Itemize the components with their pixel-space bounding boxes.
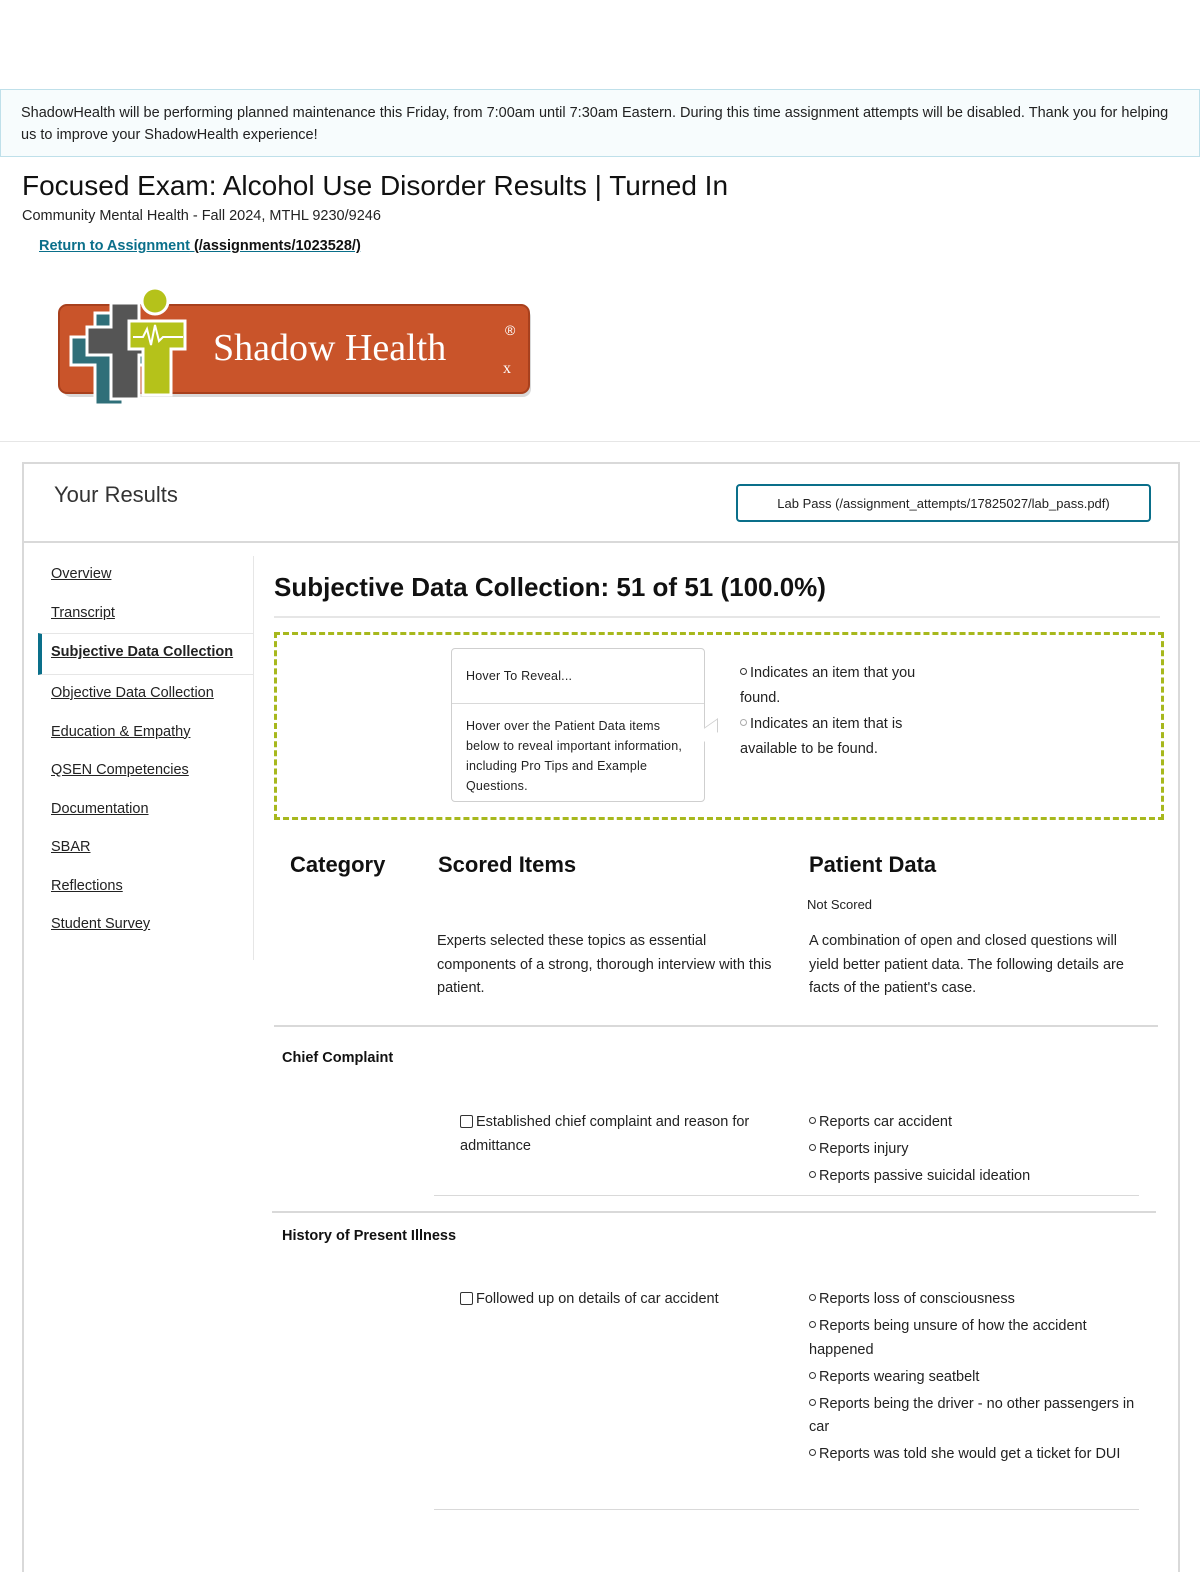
found-dot-icon xyxy=(740,668,747,675)
sidebar-item-subjective-data-collection[interactable]: Subjective Data Collection xyxy=(38,633,253,675)
column-header-patient-data: Patient Data xyxy=(809,852,937,877)
title-divider xyxy=(274,616,1160,618)
legend-found-text: Indicates an item that you found. xyxy=(740,665,916,706)
patient-data-note: Not Scored xyxy=(807,897,873,912)
return-link-path: (/assignments/1023528/) xyxy=(189,238,361,254)
legend-available xyxy=(740,712,940,762)
header-divider xyxy=(0,441,1200,442)
item-divider-hpi xyxy=(434,1509,1139,1510)
available-dot-icon xyxy=(740,719,747,726)
results-header xyxy=(24,464,1178,543)
found-dot-icon xyxy=(809,1294,816,1301)
tooltip-title: Hover To Reveal... xyxy=(452,649,704,704)
scored-item-chief-complaint xyxy=(460,1110,780,1158)
patient-data-text: Reports passive suicidal ideation xyxy=(819,1168,1031,1184)
logo-sub-mark: x xyxy=(503,360,511,377)
sidebar-item-qsen-competencies[interactable]: QSEN Competencies xyxy=(51,762,189,778)
sidebar-item-student-survey[interactable]: Student Survey xyxy=(51,916,151,932)
sidebar-item-reflections[interactable]: Reflections xyxy=(51,877,123,894)
sidebar-item-sbar[interactable]: SBAR xyxy=(51,839,91,855)
patient-data-item[interactable] xyxy=(809,1366,1149,1390)
item-divider-chief-complaint xyxy=(434,1195,1139,1196)
scored-item-history-present-illness xyxy=(460,1287,780,1311)
found-dot-icon xyxy=(809,1449,816,1456)
maintenance-text: ShadowHealth will be performing planned maintenance this Friday, from 7:00am until 7:30am Eastern. During this time assignment attempts will be disabled. Thank you for helping us to improve your ShadowHealth experience! xyxy=(21,105,1169,143)
patient-data-text: Reports wearing seatbelt xyxy=(819,1368,980,1385)
patient-data-description: A combination of open and closed questions will yield better patient data. The following details are facts of the patient's case. xyxy=(809,933,1124,996)
scored-item-text: Established chief complaint and reason for admittance xyxy=(460,1114,750,1154)
found-dot-icon xyxy=(809,1171,816,1178)
page-title: Focused Exam: Alcohol Use Disorder Results | Turned In xyxy=(22,170,729,201)
scored-items-description: Experts selected these topics as essential components of a strong, thorough interview with this patient. xyxy=(437,933,772,996)
patient-data-list-chief-complaint xyxy=(809,1111,1149,1192)
patient-data-item[interactable] xyxy=(809,1393,1149,1440)
found-dot-icon xyxy=(809,1144,816,1151)
legend-found xyxy=(740,661,940,711)
legend-key xyxy=(740,661,940,763)
patient-data-item[interactable] xyxy=(809,1315,1149,1362)
column-header-category: Category xyxy=(290,852,386,877)
logo-text: Shadow Health xyxy=(213,327,447,369)
lab-pass-button[interactable]: Lab Pass (/assignment_attempts/17825027/lab_pass.pdf) xyxy=(736,484,1151,522)
sidebar-item-education-empathy[interactable]: Education & Empathy xyxy=(51,723,191,740)
table-header-divider xyxy=(274,1025,1158,1027)
found-dot-icon xyxy=(809,1372,816,1379)
tooltip-body: Hover over the Patient Data items below to reveal important information, including Pro Tips and Example Questions. xyxy=(466,719,683,793)
sidebar-item-documentation[interactable]: Documentation xyxy=(51,800,149,817)
column-header-scored-items: Scored Items xyxy=(438,852,577,877)
shadow-health-logo xyxy=(55,285,535,415)
results-sidebar xyxy=(38,556,254,960)
patient-data-text: Reports car accident xyxy=(819,1114,952,1130)
checkbox-icon xyxy=(460,1115,473,1128)
patient-data-item[interactable] xyxy=(809,1111,1149,1135)
results-title: Your Results xyxy=(54,482,178,507)
return-to-assignment-link[interactable] xyxy=(39,238,361,254)
patient-data-text: Reports loss of consciousness xyxy=(819,1291,1015,1307)
patient-data-list-history-present-illness xyxy=(809,1288,1149,1470)
patient-data-item[interactable] xyxy=(809,1288,1149,1312)
checkbox-icon xyxy=(460,1292,473,1305)
maintenance-banner xyxy=(0,89,1200,157)
category-chief-complaint: Chief Complaint xyxy=(282,1050,394,1066)
hover-tooltip-card[interactable] xyxy=(451,648,705,802)
scored-item-text: Followed up on details of car accident xyxy=(476,1291,719,1307)
tooltip-pointer xyxy=(704,718,718,742)
found-dot-icon xyxy=(809,1399,816,1406)
category-history-present-illness: History of Present Illness xyxy=(282,1228,457,1244)
sidebar-item-transcript[interactable]: Transcript xyxy=(51,604,115,621)
legend-available-text: Indicates an item that is available to be found. xyxy=(740,716,903,757)
logo-registered-mark: ® xyxy=(505,322,516,338)
patient-data-item[interactable] xyxy=(809,1138,1149,1162)
found-dot-icon xyxy=(809,1321,816,1328)
group-divider-hpi xyxy=(272,1211,1156,1213)
section-title: Subjective Data Collection: 51 of 51 (100.0%) xyxy=(274,572,826,602)
patient-data-text: Reports being the driver - no other passengers in car xyxy=(809,1395,1135,1435)
sidebar-item-objective-data-collection[interactable]: Objective Data Collection xyxy=(51,685,214,701)
patient-data-item[interactable] xyxy=(809,1165,1149,1189)
course-name: Community Mental Health - Fall 2024, MTHL 9230/9246 xyxy=(22,208,381,224)
legend-box xyxy=(274,632,1164,820)
patient-data-text: Reports was told she would get a ticket for DUI xyxy=(819,1446,1121,1462)
patient-data-text: Reports being unsure of how the accident happened xyxy=(809,1318,1087,1358)
patient-data-text: Reports injury xyxy=(819,1141,909,1157)
sidebar-item-overview[interactable]: Overview xyxy=(51,566,112,582)
found-dot-icon xyxy=(809,1117,816,1124)
patient-data-item[interactable] xyxy=(809,1443,1149,1467)
return-link-label: Return to Assignment xyxy=(39,238,190,254)
